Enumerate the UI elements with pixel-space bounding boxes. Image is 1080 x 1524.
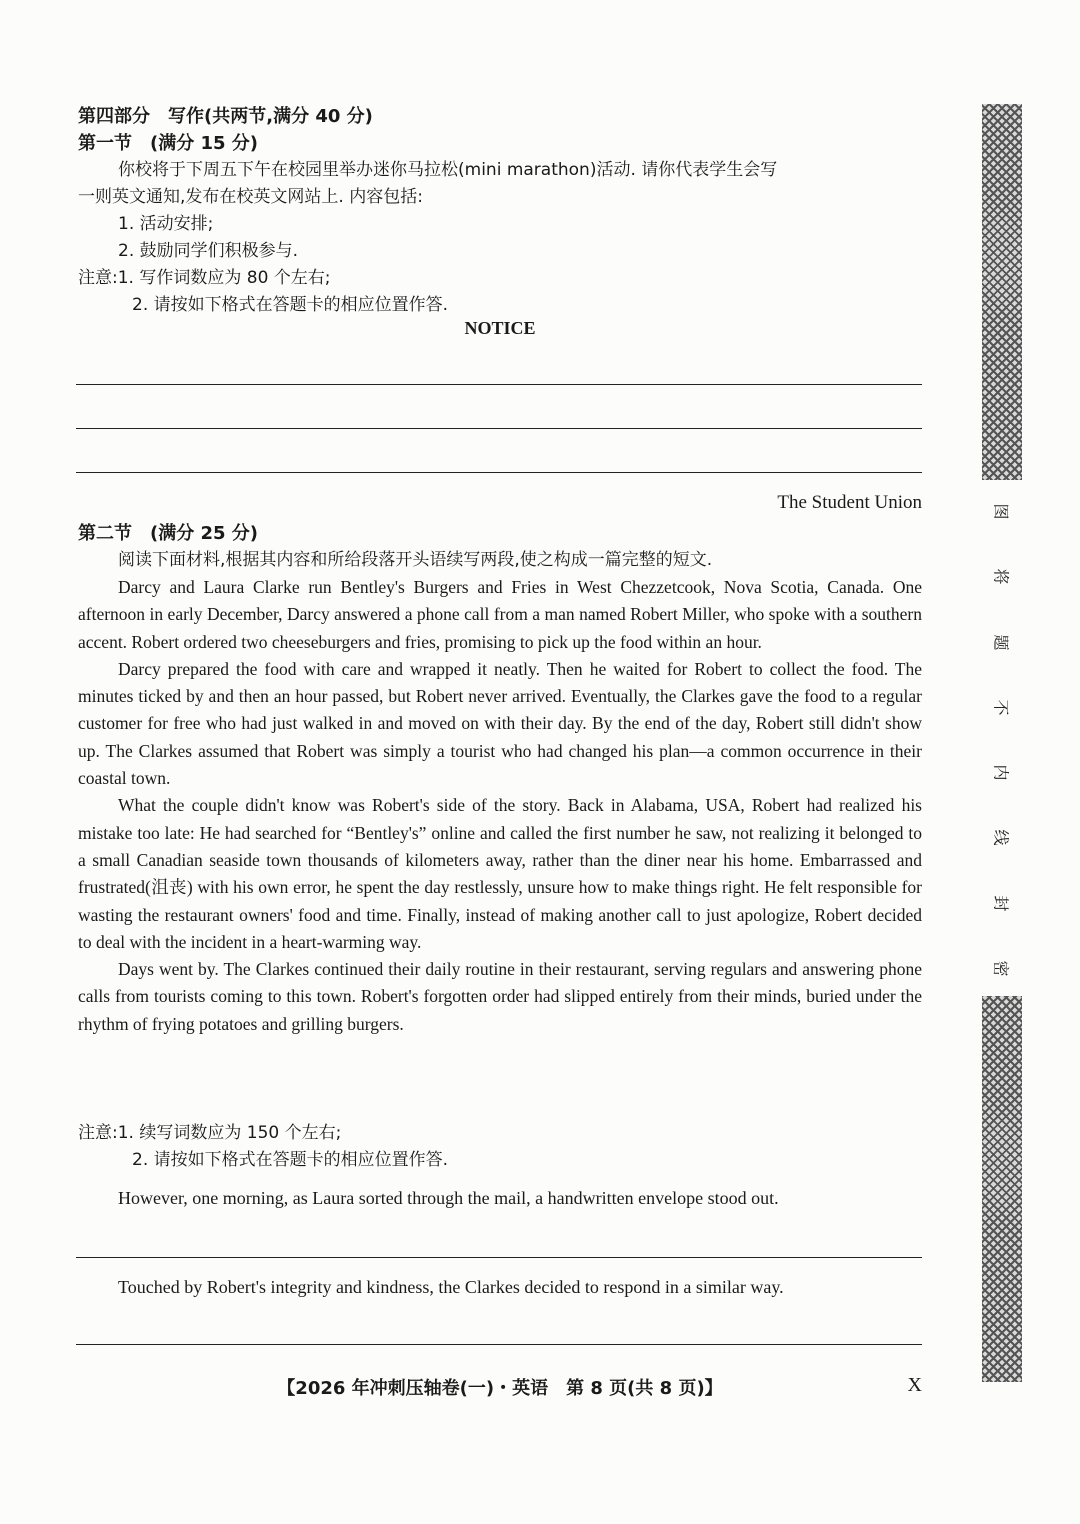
section1-prompt-line1: 你校将于下周五下午在校园里举办迷你马拉松(mini marathon)活动. 请你代表学生会写 (118, 160, 778, 180)
section2-header (78, 520, 922, 574)
signature: The Student Union (777, 492, 922, 513)
section1-item-1: 1. 活动安排; (118, 214, 214, 234)
notice-title: NOTICE (464, 318, 536, 338)
binding-margin-text (982, 500, 1022, 980)
section2-note-2: 2. 请按如下格式在答题卡的相应位置作答. (132, 1150, 449, 1170)
section1-note-1: 注意:1. 写作词数应为 80 个左右; (78, 268, 331, 288)
answer-line (76, 384, 922, 385)
margin-char: 内 (991, 764, 1011, 781)
part-title: 第四部分 写作(共两节,满分 40 分) (78, 106, 373, 127)
footer-code: X (907, 1374, 922, 1396)
section2-prompt: 阅读下面材料,根据其内容和所给段落开头语续写两段,使之构成一篇完整的短文. (118, 550, 713, 570)
section1-title: 第一节 (满分 15 分) (78, 133, 259, 154)
section1-prompt-line2: 一则英文通知,发布在校英文网站上. 内容包括: (78, 187, 423, 207)
section2-title: 第二节 (满分 25 分) (78, 523, 259, 544)
binding-pattern-top (982, 104, 1022, 480)
story-paragraph: Darcy prepared the food with care and wrapped it neatly. Then he waited for Robert to collect the food. The minutes ticked by and then an hour passed, but Robert never arrived. Eventually, the Clarkes gave the food to a regular customer for free who had just walked in and moved on with their day. By the end of the day, Robert still didn't show up. The Clarkes assumed that Robert was simply a tourist who had changed his plan—a common occurrence in their coastal town. (78, 658, 922, 789)
section1-note-2: 2. 请按如下格式在答题卡的相应位置作答. (132, 295, 449, 315)
story-text (78, 574, 922, 1038)
section2-notes (78, 1120, 922, 1174)
footer-label: 【2026 年冲刺压轴卷(一)・英语 第 8 页(共 8 页)】 (277, 1378, 723, 1399)
margin-char: 题 (991, 634, 1011, 651)
section2-note-1: 注意:1. 续写词数应为 150 个左右; (78, 1123, 342, 1143)
margin-char: 图 (991, 503, 1011, 520)
story-paragraph: Days went by. The Clarkes continued their daily routine in their restaurant, serving regulars and answering phone calls from tourists coming to this town. Robert's forgotten order had slipped entirely from their minds, buried under the rhythm of frying potatoes and grilling burgers. (78, 959, 922, 1034)
answer-line (76, 472, 922, 473)
margin-char: 不 (991, 699, 1011, 716)
margin-char: 线 (991, 829, 1011, 846)
section1-item-2: 2. 鼓励同学们积极参与. (118, 241, 299, 261)
margin-char: 密 (991, 960, 1011, 977)
story-paragraph: What the couple didn't know was Robert's side of the story. Back in Alabama, USA, Robert had realized his mistake too late: He had searched for “Bentley's” online and called the first number he saw, not realizing it belonged to a small Canadian seaside town thousands of kilometers away, rather than the diner near his home. Embarrassed and frustrated(沮丧) with his own error, he spent the day restlessly, unsure how to make things right. He felt responsible for wasting the restaurant owners' food and time. Finally, instead of making another call to just apologize, Robert decided to deal with the incident in a heart-warming way. (78, 795, 922, 952)
margin-char: 封 (991, 895, 1011, 912)
page-footer (78, 1374, 922, 1400)
answer-line (76, 1344, 922, 1345)
continuation-opener-1: However, one morning, as Laura sorted through the mail, a handwritten envelope stood out. (118, 1188, 779, 1208)
part4-header (78, 103, 922, 319)
story-paragraph: Darcy and Laura Clarke run Bentley's Burgers and Fries in West Chezzetcook, Nova Scotia, Canada. One afternoon in early December, Darcy answered a phone call from a man named Robert Miller, who spoke with a southern accent. Robert ordered two cheeseburgers and fries, promising to pick up the food within an hour. (78, 577, 922, 652)
answer-line (76, 1257, 922, 1258)
margin-char: 将 (991, 568, 1011, 585)
continuation-opener-2: Touched by Robert's integrity and kindness, the Clarkes decided to respond in a similar way. (118, 1277, 784, 1297)
answer-line (76, 428, 922, 429)
binding-pattern-bottom (982, 996, 1022, 1382)
